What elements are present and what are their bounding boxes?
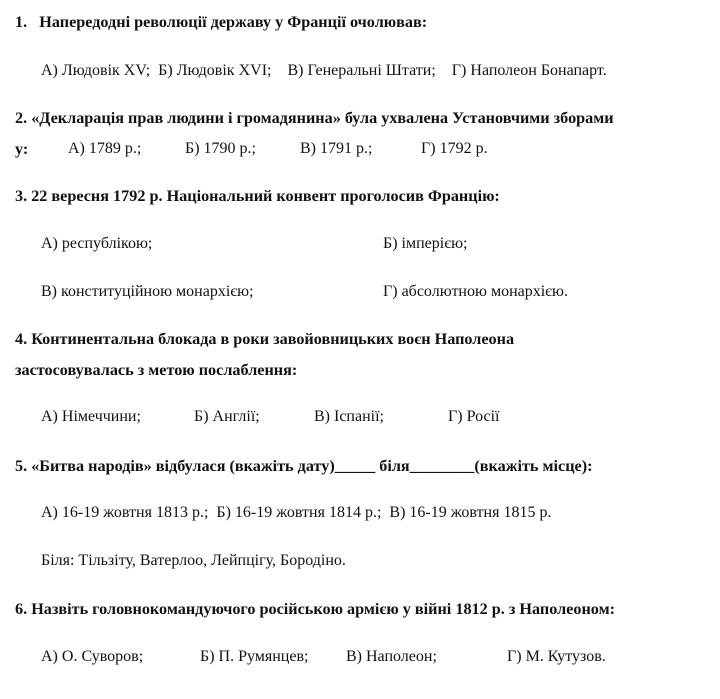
question-4-option-c: В) Іспанії; xyxy=(314,408,384,425)
question-3-text: 3. 22 вересня 1792 р. Національний конвент проголосив Францію: xyxy=(15,187,500,205)
question-1-text: 1. Напередодні революції державу у Франції очолював: xyxy=(15,13,428,31)
question-5-options: А) 16-19 жовтня 1813 р.; Б) 16-19 жовтня 1814 р.; В) 16-19 жовтня 1815 р. xyxy=(41,504,552,521)
question-4-option-a: А) Німеччини; xyxy=(41,408,141,425)
question-4-option-d: Г) Росії xyxy=(448,408,500,425)
question-2-text: 2. «Декларація прав людини і громадянина» була ухвалена Установчими зборами xyxy=(15,109,614,127)
question-1-options: А) Людовік XV; Б) Людовік XVI; В) Генеральні Штати; Г) Наполеон Бонапарт. xyxy=(41,62,607,79)
question-2-option-c: В) 1791 р.; xyxy=(300,140,373,157)
question-3-option-d: Г) абсолютною монархією. xyxy=(383,283,568,300)
question-4-text: 4. Континентальна блокада в роки завойовницьких воєн Наполеона xyxy=(15,330,515,348)
question-3-option-a: А) республікою; xyxy=(41,235,153,252)
question-3-option-b: Б) імперією; xyxy=(383,235,468,252)
question-2-option-b: Б) 1790 р.; xyxy=(185,140,256,157)
question-6-text: 6. Назвіть головнокомандуючого російською армією у війні 1812 р. з Наполеоном: xyxy=(15,600,615,618)
question-6-option-b: Б) П. Румянцев; xyxy=(200,648,309,665)
question-3-option-c: В) конституційною монархією; xyxy=(41,283,254,300)
question-2-option-d: Г) 1792 р. xyxy=(421,140,488,157)
question-5-text: 5. «Битва народів» відбулася (вкажіть дату)_____ біля________(вкажіть місце): xyxy=(15,457,593,475)
question-6-option-a: А) О. Суворов; xyxy=(41,648,144,665)
question-2-option-a: А) 1789 р.; xyxy=(68,140,142,157)
question-4-text-cont: застосовувалась з метою послаблення: xyxy=(15,361,298,379)
question-6-option-c: В) Наполеон; xyxy=(346,648,437,665)
question-5-places: Біля: Тільзіту, Ватерлоо, Лейпцігу, Бородіно. xyxy=(41,552,346,569)
question-4-option-b: Б) Англії; xyxy=(194,408,260,425)
question-6-option-d: Г) М. Кутузов. xyxy=(507,648,606,665)
question-2-text-cont: у: xyxy=(15,140,29,158)
